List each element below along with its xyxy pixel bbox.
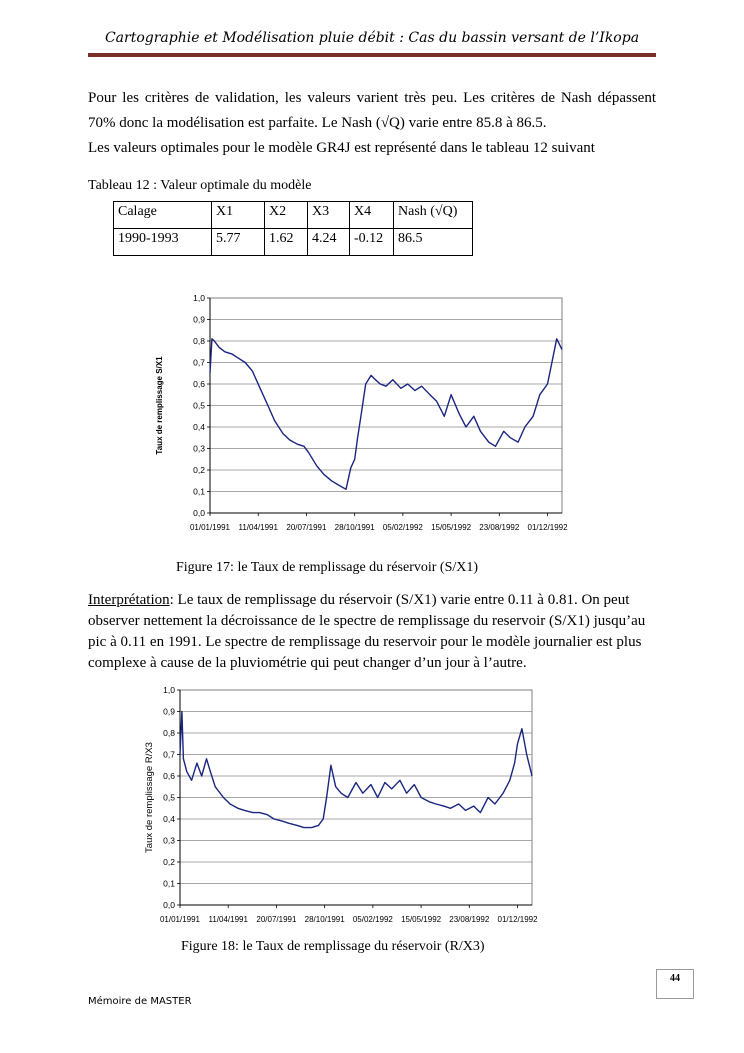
x-tick-label: 20/07/1991 <box>256 915 297 924</box>
y-tick-label: 0,4 <box>193 422 205 432</box>
y-tick-label: 0,9 <box>193 314 205 325</box>
y-tick-label: 0,8 <box>193 336 205 346</box>
table-caption: Tableau 12 : Valeur optimale du modèle <box>88 178 312 193</box>
interpretation-text-3: pic à 0.11 en 1991. Le spectre de remplissage du reservoir pour le modèle journalier est plus <box>88 634 642 650</box>
x-tick-label: 11/04/1991 <box>208 915 248 924</box>
y-tick-label: 1,0 <box>193 293 205 303</box>
x-tick-label: 15/05/1992 <box>431 523 472 532</box>
table-row <box>114 229 473 256</box>
x-tick-label: 23/08/1992 <box>479 523 520 532</box>
y-tick-label: 0,7 <box>193 357 205 368</box>
y-axis-label: Taux de remplissage R/X3 <box>144 742 155 853</box>
page-number-box <box>656 969 694 999</box>
y-tick-label: 0,3 <box>163 835 175 846</box>
chart-rx3 <box>140 682 570 932</box>
x-tick-label: 05/02/1992 <box>382 523 423 532</box>
interpretation-text-2: observer nettement la décroissance de le spectre de remplissage du reservoir (S/X1) jusqu’au <box>88 613 646 629</box>
table-cell: 1990-1993 <box>114 229 212 256</box>
interpretation-text-1: : Le taux de remplissage du réservoir (S/X1) varie entre 0.11 à 0.81. On peut <box>169 592 630 608</box>
chart-sx1 <box>150 290 580 540</box>
y-tick-label: 0,1 <box>193 486 205 497</box>
table-cell: 4.24 <box>308 229 350 256</box>
figure-17-caption: Figure 17: le Taux de remplissage du réservoir (S/X1) <box>176 560 479 575</box>
plot-area <box>155 293 568 532</box>
x-tick-label: 15/05/1992 <box>401 915 442 924</box>
y-tick-label: 0,5 <box>163 792 175 803</box>
table-header-cell: Nash (√Q) <box>394 202 473 229</box>
y-tick-label: 0,9 <box>163 706 175 717</box>
x-tick-label: 05/02/1992 <box>352 915 393 924</box>
y-tick-label: 0,3 <box>193 443 205 454</box>
table-cell: 1.62 <box>265 229 308 256</box>
x-tick-label: 28/10/1991 <box>304 915 345 924</box>
x-tick-label: 28/10/1991 <box>334 523 375 532</box>
figure-18-caption: Figure 18: le Taux de remplissage du réservoir (R/X3) <box>181 939 485 954</box>
intro-line-2: 70% donc la modélisation est parfaite. Le Nash (√Q) varie entre 85.8 à 86.5. <box>88 115 547 131</box>
table-header-cell: X4 <box>350 202 394 229</box>
table-header-row <box>114 202 473 229</box>
y-tick-label: 0,6 <box>193 379 205 389</box>
header-rule <box>88 53 656 57</box>
optimal-values-table <box>113 201 473 256</box>
y-tick-label: 0,6 <box>163 771 175 781</box>
x-tick-label: 11/04/1991 <box>238 523 278 532</box>
table-header-cell: X1 <box>212 202 265 229</box>
x-tick-label: 01/12/1992 <box>527 523 568 532</box>
plot-area <box>144 685 538 924</box>
x-tick-label: 23/08/1992 <box>449 915 490 924</box>
table-header-cell: Calage <box>114 202 212 229</box>
y-tick-label: 0,4 <box>163 814 175 824</box>
table-cell: -0.12 <box>350 229 394 256</box>
x-tick-label: 01/12/1992 <box>497 915 538 924</box>
interpretation-paragraph <box>88 590 656 674</box>
y-tick-label: 0,1 <box>163 878 175 889</box>
y-tick-label: 0,0 <box>163 900 175 910</box>
intro-line-1: Pour les critères de validation, les valeurs varient très peu. Les critères de Nash dépassent <box>88 90 656 106</box>
x-tick-label: 01/01/1991 <box>189 523 231 532</box>
x-tick-label: 20/07/1991 <box>286 523 327 532</box>
page-number: 44 <box>670 973 680 984</box>
y-tick-label: 0,5 <box>193 400 205 411</box>
y-tick-label: 0,8 <box>163 728 175 738</box>
table-cell: 86.5 <box>394 229 473 256</box>
table-header-cell: X3 <box>308 202 350 229</box>
table-header-cell: X2 <box>265 202 308 229</box>
y-axis-label: Taux de remplissage S/X1 <box>155 356 164 455</box>
intro-line-3: Les valeurs optimales pour le modèle GR4J est représenté dans le tableau 12 suivant <box>88 140 595 156</box>
interpretation-label: Interprétation <box>88 592 170 608</box>
y-tick-label: 0,2 <box>193 465 205 475</box>
y-tick-label: 0,7 <box>163 749 175 760</box>
interpretation-text-4: complexe à cause de la pluviométrie qui peut changer d’un jour à l’autre. <box>88 655 527 671</box>
y-tick-label: 1,0 <box>163 685 175 695</box>
y-tick-label: 0,2 <box>163 857 175 867</box>
footer-text: Mémoire de MASTER <box>88 996 192 1007</box>
table-cell: 5.77 <box>212 229 265 256</box>
x-tick-label: 01/01/1991 <box>159 915 201 924</box>
running-header: Cartographie et Modélisation pluie débit : Cas du bassin versant de l’Ikopa <box>104 30 640 46</box>
y-tick-label: 0,0 <box>193 508 205 518</box>
